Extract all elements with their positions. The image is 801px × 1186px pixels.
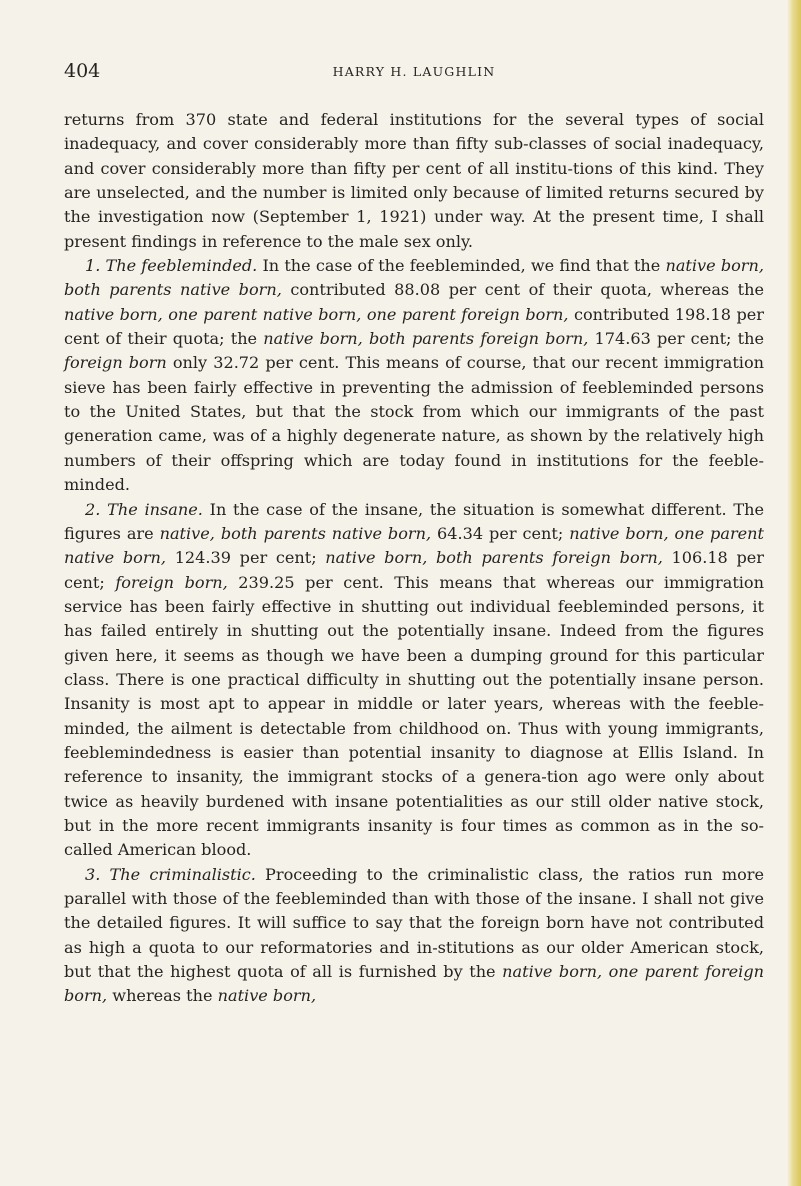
italic-text: native, both parents native born, [159,523,432,543]
text-run: only 32.72 per cent. This means of course, that our recent immigration sieve has been fairly effective in preventing the admission of feebleminded persons to the United States, but that the stock from which our immigrants of the past generation came, was of a highly degenerate nature, as shown by the relatively high numbers of their offspring which are today found in institutions for the feeble-minded. [64,353,765,495]
italic-text: foreign born, [115,572,228,592]
paragraph [64,863,764,1009]
text-run: In the case of the insane, the situation is somewhat different. The figures are [64,499,764,543]
italic-text: native born, one parent native born, [64,523,764,568]
italic-text: native born, both parents foreign born, [325,548,663,568]
text-run: 124.39 per cent; [166,548,326,568]
italic-text: 1. The feebleminded. [85,256,258,276]
italic-text: foreign born [64,353,167,373]
paragraph [64,254,764,497]
body-text [64,108,764,1009]
text-run: Proceeding to the criminalistic class, the ratios run more parallel with those of the feebleminded than with those of the insane. I shall not give the detailed figures. It will suffice to say that the foreign born have not contributed as high a quota to our reformatories and in-stitutions as our older American stock, but that the highest quota of all is furnished by the [64,864,764,982]
text-run: 106.18 per cent; [64,548,764,592]
running-head: HARRY H. LAUGHLIN [332,64,496,79]
italic-text: native born, both parents foreign born, [263,329,589,349]
page-header [64,60,764,92]
text-run: returns from 370 state and federal institutions for the several types of social inadequacy, and cover considerably more than fifty sub-classes of social inadequacy, and cover considerably more than fifty per cent of all institu-tions of this kind. They are unselected, and the number is limited only because of limited returns secured by the investigation now (September 1, 1921) under way. At the present time, I shall present findings in reference to the male sex only. [64,110,764,251]
text-run: contributed 88.08 per cent of their quota, whereas the [281,280,765,300]
italic-text: native born, both parents native born, [64,256,764,300]
text-run: contributed 198.18 per cent of their quota; the [64,304,764,349]
page-edge-shadow [787,0,801,1186]
italic-text: native born, one parent native born, one parent foreign born, [64,304,569,324]
italic-text: 2. The insane. [85,499,203,519]
italic-text: 3. The criminalistic. [85,864,256,884]
text-run: 239.25 per cent. This means that whereas our immigration service has been fairly effective in shutting out individual feebleminded persons, it has failed entirely in shutting out the potentially insane. Indeed from the figures given here, it seems as though we have been a dumping ground for this particular class. There is one practical difficulty in shutting out the potentially insane person. Insanity is most apt to appear in middle or later years, whereas with the feeble-minded, the ailment is detectable from childhood on. Thus with young immigrants, feeblemindedness is easier than potential insanity to diagnose at Ellis Island. In reference to insanity, the immigrant stocks of a genera-tion ago were only about twice as heavily burdened with insane potentialities as our still older native stock, but in the more recent immigrants insanity is four times as common as in the so-called American blood. [64,572,764,860]
page-number: 404 [64,60,101,82]
text-run: 174.63 per cent; the [588,329,764,349]
italic-text: native born, one parent foreign born, [64,962,764,1006]
paragraph [64,498,764,863]
text-run: whereas the [107,986,218,1006]
paragraph [64,108,764,254]
book-page [64,60,764,1009]
italic-text: native born, [217,986,317,1006]
text-run: 64.34 per cent; [431,523,570,543]
text-run: In the case of the feebleminded, we find that the [257,256,666,276]
